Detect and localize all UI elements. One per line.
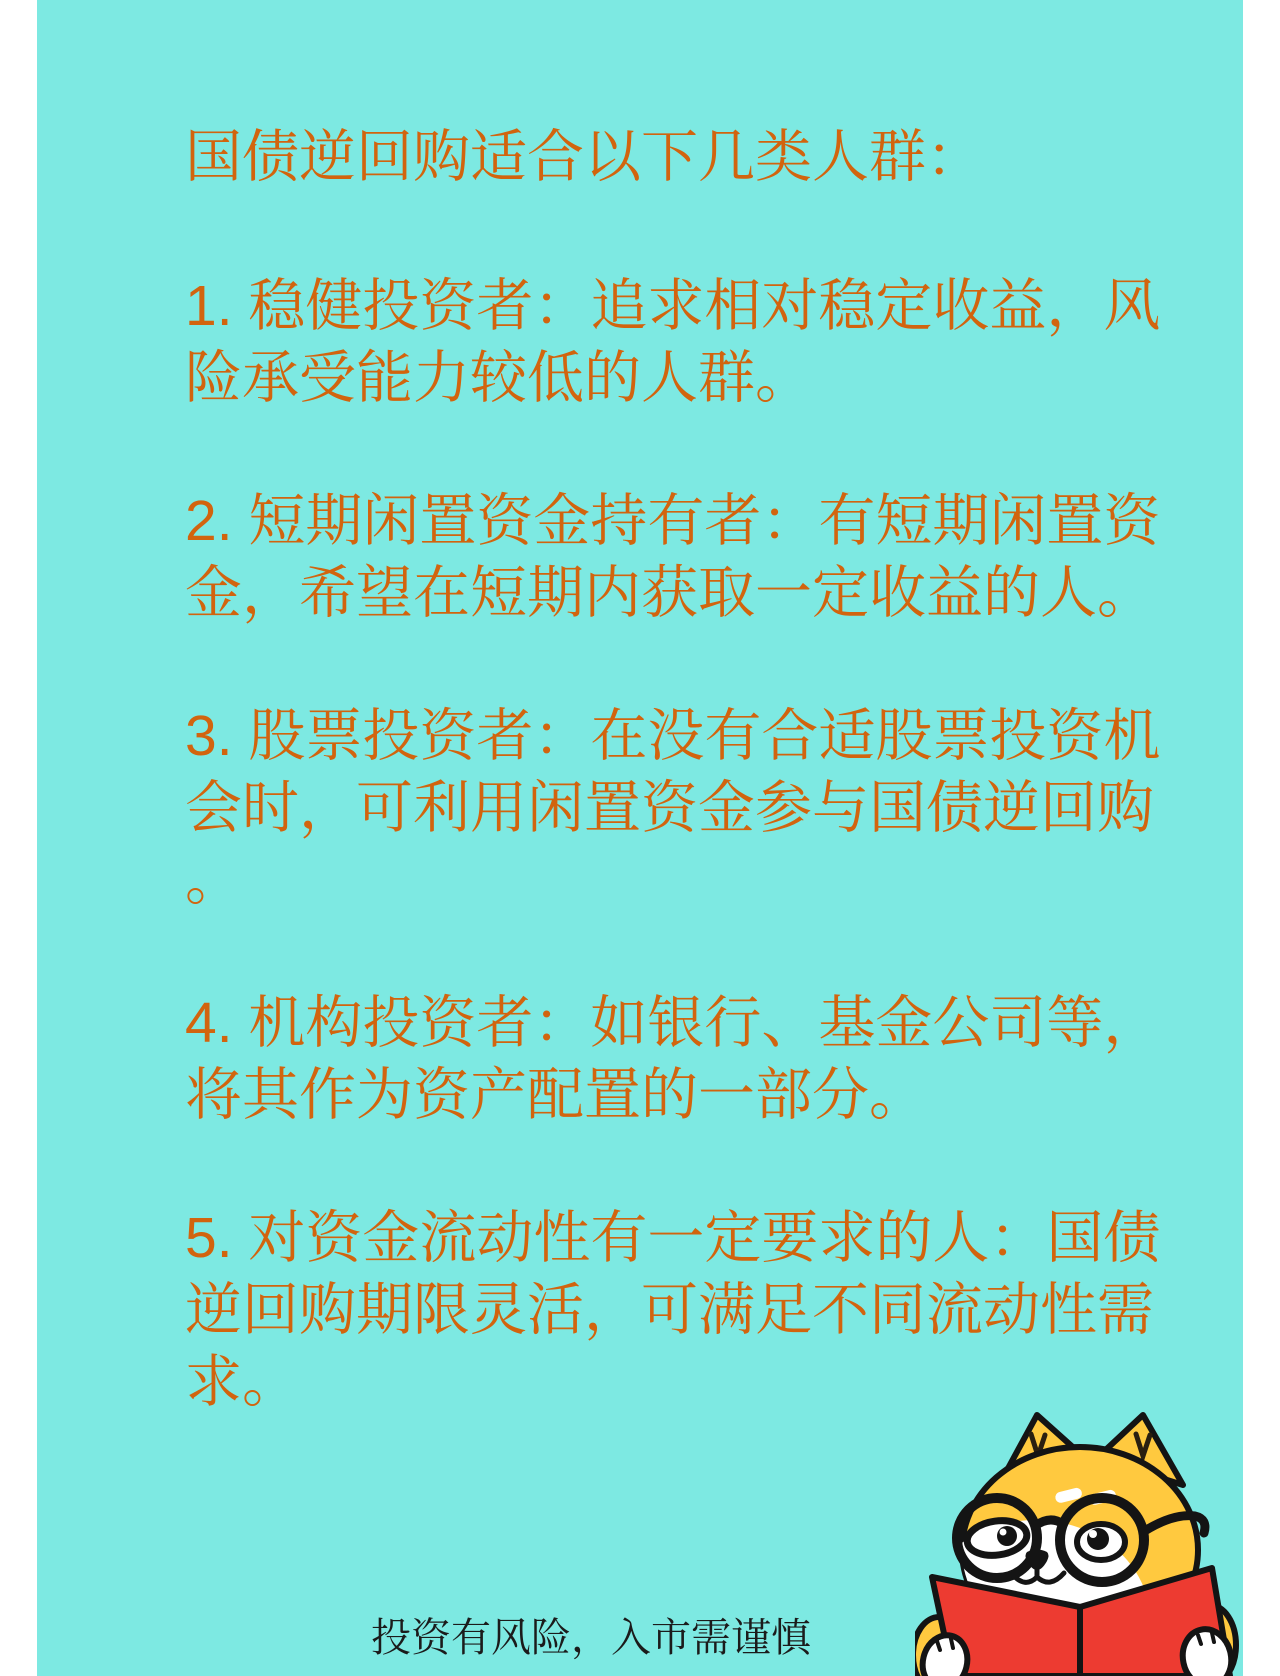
mascot-left-pupil	[997, 1526, 1017, 1546]
paragraph-3	[185, 700, 1160, 916]
paragraph-4	[185, 987, 1160, 1131]
paragraph-line: 逆回购期限灵活，可满足不同流动性需	[185, 1278, 1154, 1342]
disclaimer-text: 投资有风险，入市需谨慎	[371, 1616, 811, 1660]
poster-canvas	[37, 0, 1243, 1676]
paragraph-line: 会时，可利用闲置资金参与国债逆回购	[185, 776, 1154, 840]
article-text	[185, 121, 1160, 1489]
paragraph-line: 5. 对资金流动性有一定要求的人：国债	[185, 1206, 1161, 1270]
paragraph-2	[185, 485, 1160, 629]
shiba-mascot-icon	[915, 1390, 1243, 1676]
paragraph-line: 3. 股票投资者：在没有合适股票投资机	[185, 704, 1161, 768]
paragraph-1	[185, 270, 1160, 414]
paragraph-line: 金，希望在短期内获取一定收益的人。	[185, 561, 1154, 625]
mascot-right-glint	[1089, 1530, 1097, 1538]
paragraph-line: 2. 短期闲置资金持有者：有短期闲置资	[185, 489, 1161, 553]
paragraph-line: 险承受能力较低的人群。	[185, 346, 812, 410]
paragraph-line: 1. 稳健投资者：追求相对稳定收益，风	[185, 274, 1161, 338]
article-title: 国债逆回购适合以下几类人群：	[185, 125, 983, 189]
paragraph-line: 。	[185, 848, 242, 912]
paragraph-5	[185, 1202, 1160, 1418]
paragraph-line: 4. 机构投资者：如银行、基金公司等，	[185, 991, 1161, 1055]
mascot-left-glint	[1000, 1529, 1007, 1536]
paragraph-line: 求。	[185, 1350, 299, 1414]
paragraph-line: 将其作为资产配置的一部分。	[185, 1063, 926, 1127]
